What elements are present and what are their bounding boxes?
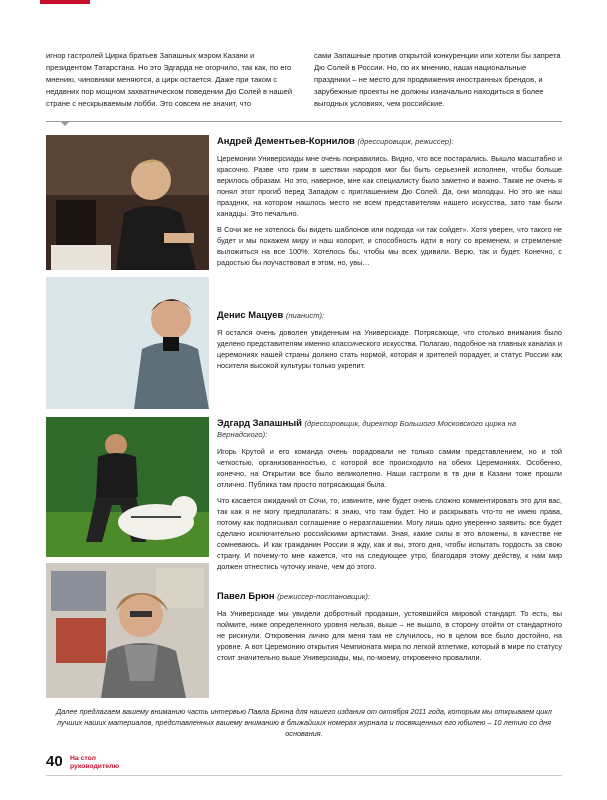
speaker-role: (пианист):: [285, 311, 325, 320]
intro-column-left: игнор гастролей Цирка братьев Запашных мэром Казани и президентом Татарстана. Но это Эдгарда не огорчило, так как, по его мнению, чиновники меняются, а цирк остается. Даже при таком с недавних пор мощном захватническом поведении Дю Солей в нашей стране с нескрываемым лобби. Это совсем не значит, что: [46, 51, 293, 108]
brand-line-2: руководителю: [70, 762, 120, 770]
speaker-name: Павел Брюн (режиссер-постановщик):: [217, 590, 370, 601]
interview-paragraph: На Универсиаде мы увидели добротный продакшн, устоявшийся мировой стандарт. То есть, вы поймите, ниже определенного уровня нельзя, выше – не вышло, в сторону отойти от стандартного не рискнули. Откровения лично для меня там не случилось, но в целом все было достойно, на уровне. А вот Церемонию открытия Чемпионата мира по легкой атлетике, который в мире по статусу стоит значительно выше Универсиады, мы, по-моему, откровенно провалили.: [217, 609, 562, 662]
speaker-name: Андрей Дементьев-Корнилов (дрессировщик, режиссер):: [217, 135, 454, 146]
interview-paragraph: В Сочи же не хотелось бы видеть шаблонов или подхода «и так сойдет». Хотя уверен, что такого не будет и мы покажем миру и наш колорит, и способность идти в ногу со временем, и стремление выложиться на все 100%. Хотелось бы, чтобы мы всех удивили. Верю, так и будет. Конечно, с радостью бы поучаствовал в этом, но, увы…: [217, 225, 562, 267]
interview-paragraph: Что касается ожиданий от Сочи, то, извините, мне будет очень сложно комментировать это для вас, так как я не могу предполагать: я знаю, что там будет. Но и раскрывать что-то не имею права, потому как подписывал соглашение о неразглашении. Могу лишь одно уверенно заявить: все будет сделано исключительно российскими артистами. Зная, какие силы в это вложены, в качестве не сомневаюсь. И как гражданин России я жду, как и вы, этого дня, чтобы испытать гордость за свою страну. И почему-то мне кажется, что на следующее утро, благодаря этому действу, к нам мир должен отнестись чуточку иначе, чем до этого.: [217, 496, 562, 571]
photo-matsuev: [46, 277, 209, 409]
speaker-name: Денис Мацуев (пианист):: [217, 309, 325, 320]
footer-divider: [46, 775, 562, 776]
photo-bryun: [46, 563, 209, 698]
page-number: 40: [46, 753, 63, 770]
speaker-name: Эдгард Запашный (дрессировщик, директор Большого Московского цирка на Вернадского):: [217, 417, 517, 439]
section-divider: [46, 121, 562, 122]
intro-column-right: сами Запашные против открытой конкуренции или хотели бы запрета Дю Солей в России. Но, по их мнению, наши национальные праздники – не место для продвижения иностранных брендов, и зарубежные проекты не должны изначально находиться в более выгодных условиях, чем российские.: [314, 51, 561, 108]
speaker-role: (режиссер-постановщик):: [277, 592, 370, 601]
magazine-brand: [70, 755, 119, 770]
interview-bryun: [217, 590, 562, 668]
interview-paragraph: Игорь Крутой и его команда очень порадовали не только самим представлением, но и той четкостью, организованностью, с которой все происходило на обеих Церемониях. Особенно, конечно, на Открытии все было великолепно. Наши гастроли в тв дни в Казани тоже прошли отлично. Публика там просто потрясающая была.: [217, 447, 562, 489]
editorial-note: Далее предлагаем вашему вниманию часть интервью Павла Брюна для нашего издания от октября 2011 года, которым мы открываем цикл лучших наших материалов, представленных вашему вниманию в ближайших номерах журнала и посвященных его юбилею – 10 летию со дня основания.: [56, 707, 552, 738]
brand-line-1: На стол: [70, 755, 96, 762]
photo-dementyev-kornilov: [46, 135, 209, 270]
top-accent-bar: [40, 0, 90, 4]
photo-zapashny: [46, 417, 209, 557]
interview-paragraph: Я остался очень доволен увиденным на Универсиаде. Потрясающе, что столько внимания было уделено представителям именно классического искусства. Полагаю, подобное на главных каналах и церемониях нашей страны должно стать нормой, которая и зрителей порадует, и статус России как носителя высокой культуры только укрепит.: [217, 328, 562, 370]
interview-zapashny: [217, 417, 562, 577]
divider-arrow: [60, 121, 70, 126]
speaker-role: (дрессировщик, режиссер):: [357, 137, 454, 146]
intro-text: [46, 50, 562, 110]
speaker-role: (дрессировщик, директор Большого Московского цирка на Вернадского):: [217, 419, 517, 439]
interview-dementyev-kornilov: [217, 135, 562, 273]
interview-matsuev: [217, 309, 562, 376]
interview-paragraph: Церемонии Универсиады мне очень понравились. Видно, что все постарались. Вышло масштабно и красочно. Разве что грим в шествии народов мог бы быть серьезней исполнен, чтобы больше верилось образам. Но это, наверное, мне как специалисту было заметно и важно. Также не очень я понял этот прогиб перед Западом с приглашением Дю Солей. Да, они молодцы. Но это же наш праздник, на котором нашлось место не всем представителям нашего искусства, зато там были канадцы. Это печально.: [217, 154, 562, 218]
